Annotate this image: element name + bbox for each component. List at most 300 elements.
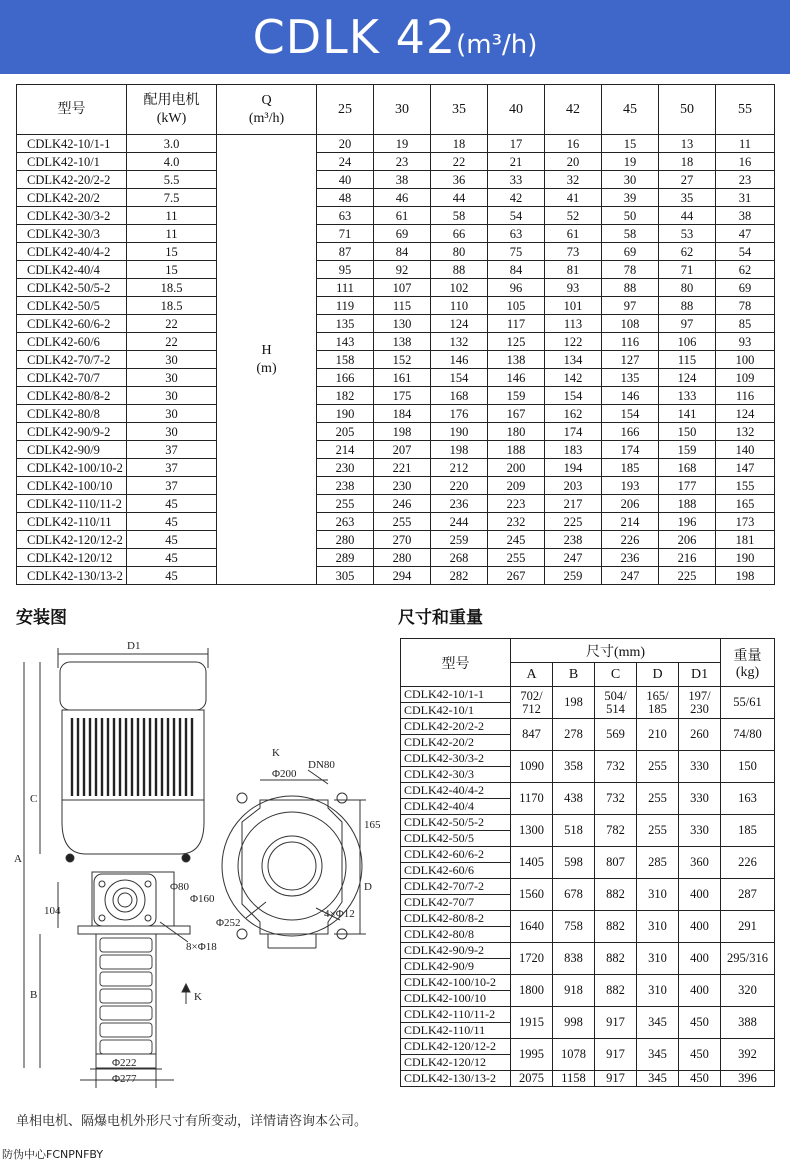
mounting-plate xyxy=(78,926,190,934)
power-cell: 37 xyxy=(127,459,217,477)
table-row xyxy=(17,153,775,171)
dim-col-header: D xyxy=(637,663,679,687)
table-row xyxy=(401,1039,775,1055)
table-row xyxy=(17,135,775,153)
head-value-cell: 61 xyxy=(545,225,602,243)
dim-c-cell xyxy=(595,911,637,943)
head-value-cell: 42 xyxy=(488,189,545,207)
model-cell: CDLK42-60/6-2 xyxy=(17,315,127,333)
head-value-cell: 196 xyxy=(659,513,716,531)
label-phi200: Φ200 xyxy=(272,768,297,780)
model-header: 型号 xyxy=(17,85,127,135)
head-value-cell: 54 xyxy=(716,243,775,261)
dim-c-cell xyxy=(595,783,637,815)
dim-model-cell: CDLK42-110/11-2 xyxy=(401,1007,511,1023)
dim-col-header: D1 xyxy=(679,663,721,687)
head-value-cell: 214 xyxy=(317,441,374,459)
dim-d-cell-line: 310 xyxy=(648,951,667,965)
install-diagram-title: 安装图 xyxy=(16,608,67,628)
model-cell: CDLK42-90/9-2 xyxy=(17,423,127,441)
head-value-cell: 155 xyxy=(716,477,775,495)
head-value-cell: 216 xyxy=(659,549,716,567)
head-value-cell: 58 xyxy=(602,225,659,243)
dim-model-cell: CDLK42-70/7-2 xyxy=(401,879,511,895)
head-value-cell: 270 xyxy=(374,531,431,549)
head-value-cell: 97 xyxy=(602,297,659,315)
weight-header-label: 重量 xyxy=(733,648,762,664)
head-value-cell: 259 xyxy=(431,531,488,549)
head-value-cell: 58 xyxy=(431,207,488,225)
flow-header: 42 xyxy=(545,85,602,135)
label-d: D xyxy=(364,881,372,893)
dim-model-cell: CDLK42-20/2-2 xyxy=(401,719,511,735)
dim-b-cell: 678 xyxy=(553,879,595,911)
dim-model-cell: CDLK42-30/3-2 xyxy=(401,751,511,767)
power-cell: 30 xyxy=(127,351,217,369)
head-value-cell: 107 xyxy=(374,279,431,297)
table-row xyxy=(17,531,775,549)
model-cell: CDLK42-110/11 xyxy=(17,513,127,531)
head-value-cell: 225 xyxy=(545,513,602,531)
head-value-cell: 127 xyxy=(602,351,659,369)
head-value-cell: 124 xyxy=(431,315,488,333)
dim-d-cell-line: 285 xyxy=(648,855,667,869)
table-row xyxy=(17,441,775,459)
head-value-cell: 188 xyxy=(659,495,716,513)
dim-d1-cell-line: 197/ xyxy=(688,688,711,703)
table-row xyxy=(401,1007,775,1023)
head-value-cell: 167 xyxy=(488,405,545,423)
power-cell: 45 xyxy=(127,567,217,585)
head-value-cell: 11 xyxy=(716,135,775,153)
weight-cell: 392 xyxy=(721,1039,775,1071)
base-hole-3 xyxy=(237,929,247,939)
dim-d-cell-line: 310 xyxy=(648,887,667,901)
model-cell: CDLK42-30/3-2 xyxy=(17,207,127,225)
dim-a-cell xyxy=(511,1071,553,1087)
table-row xyxy=(17,405,775,423)
dim-d-cell xyxy=(637,783,679,815)
head-value-cell: 168 xyxy=(431,387,488,405)
title-banner xyxy=(0,0,790,74)
dim-d-cell-line: 310 xyxy=(648,919,667,933)
head-value-cell: 16 xyxy=(545,135,602,153)
label-104: 104 xyxy=(44,905,61,917)
head-value-cell: 132 xyxy=(431,333,488,351)
dim-model-cell: CDLK42-70/7 xyxy=(401,895,511,911)
power-cell: 30 xyxy=(127,405,217,423)
dim-a-cell-line: 1720 xyxy=(519,951,544,965)
dim-c-cell xyxy=(595,943,637,975)
table-row xyxy=(17,549,775,567)
dim-model-cell: CDLK42-120/12-2 xyxy=(401,1039,511,1055)
dim-col-header: C xyxy=(595,663,637,687)
page-title: CDLK 42 xyxy=(252,10,457,64)
table-row xyxy=(17,495,775,513)
head-value-cell: 88 xyxy=(602,279,659,297)
dim-model-cell: CDLK42-30/3 xyxy=(401,767,511,783)
flow-header: 40 xyxy=(488,85,545,135)
head-value-cell: 96 xyxy=(488,279,545,297)
weight-cell: 388 xyxy=(721,1007,775,1039)
base-hole-1 xyxy=(237,793,247,803)
head-value-cell: 183 xyxy=(545,441,602,459)
dim-c-cell-line: 807 xyxy=(606,855,625,869)
head-value-cell: 71 xyxy=(317,225,374,243)
label-phi160: Φ160 xyxy=(190,893,215,905)
power-cell: 45 xyxy=(127,531,217,549)
power-cell: 18.5 xyxy=(127,297,217,315)
dim-c-cell xyxy=(595,751,637,783)
flow-unit: (m³/h) xyxy=(456,30,538,60)
dim-d1-cell-line: 400 xyxy=(690,983,709,997)
dim-a-cell-line: 712 xyxy=(522,701,541,716)
head-value-cell: 193 xyxy=(602,477,659,495)
head-value-cell: 23 xyxy=(374,153,431,171)
dim-c-cell xyxy=(595,719,637,751)
head-value-cell: 236 xyxy=(602,549,659,567)
dim-model-cell: CDLK42-100/10-2 xyxy=(401,975,511,991)
model-cell: CDLK42-30/3 xyxy=(17,225,127,243)
dim-a-cell-line: 2075 xyxy=(519,1071,544,1085)
weight-cell: 163 xyxy=(721,783,775,815)
head-value-cell: 78 xyxy=(716,297,775,315)
model-cell: CDLK42-20/2-2 xyxy=(17,171,127,189)
dim-a-cell-line: 847 xyxy=(522,727,541,741)
head-value-cell: 230 xyxy=(317,459,374,477)
dim-d1-cell xyxy=(679,1039,721,1071)
dim-c-cell-line: 882 xyxy=(606,919,625,933)
dim-b-cell: 598 xyxy=(553,847,595,879)
table-row xyxy=(401,783,775,799)
head-value-cell: 198 xyxy=(716,567,775,585)
dim-d-cell xyxy=(637,879,679,911)
power-cell: 37 xyxy=(127,477,217,495)
dim-c-cell xyxy=(595,1007,637,1039)
table-row xyxy=(17,369,775,387)
head-value-cell: 232 xyxy=(488,513,545,531)
table-row xyxy=(401,879,775,895)
head-value-cell: 73 xyxy=(545,243,602,261)
head-value-cell: 146 xyxy=(602,387,659,405)
head-value-cell: 135 xyxy=(317,315,374,333)
power-cell: 5.5 xyxy=(127,171,217,189)
dim-model-cell: CDLK42-10/1 xyxy=(401,703,511,719)
dim-a-cell-line: 1995 xyxy=(519,1047,544,1061)
head-value-cell: 184 xyxy=(374,405,431,423)
installation-diagram xyxy=(10,632,390,1092)
dim-c-cell-line: 917 xyxy=(606,1015,625,1029)
model-cell: CDLK42-50/5-2 xyxy=(17,279,127,297)
model-cell: CDLK42-120/12 xyxy=(17,549,127,567)
head-value-cell: 38 xyxy=(374,171,431,189)
model-cell: CDLK42-90/9 xyxy=(17,441,127,459)
q-header-label: Q xyxy=(261,92,272,108)
dim-c-cell-line: 882 xyxy=(606,887,625,901)
head-value-cell: 141 xyxy=(659,405,716,423)
head-value-cell: 115 xyxy=(374,297,431,315)
head-value-cell: 255 xyxy=(374,513,431,531)
head-value-cell: 174 xyxy=(545,423,602,441)
head-value-cell: 168 xyxy=(659,459,716,477)
power-cell: 7.5 xyxy=(127,189,217,207)
dim-b-cell: 438 xyxy=(553,783,595,815)
label-k-view: K xyxy=(272,747,280,759)
dim-d-cell-line: 345 xyxy=(648,1047,667,1061)
model-cell: CDLK42-110/11-2 xyxy=(17,495,127,513)
head-value-cell: 255 xyxy=(488,549,545,567)
table-row xyxy=(17,387,775,405)
head-value-cell: 31 xyxy=(716,189,775,207)
head-value-cell: 21 xyxy=(488,153,545,171)
dim-d-cell xyxy=(637,975,679,1007)
dim-a-cell xyxy=(511,1039,553,1071)
dim-a-cell xyxy=(511,911,553,943)
head-value-cell: 212 xyxy=(431,459,488,477)
label-dn80: DN80 xyxy=(308,759,335,771)
head-value-cell: 190 xyxy=(431,423,488,441)
dim-d1-cell xyxy=(679,1071,721,1087)
head-value-cell: 134 xyxy=(545,351,602,369)
weight-header-unit: (kg) xyxy=(735,664,760,680)
dim-d-cell xyxy=(637,751,679,783)
k-arrow-head xyxy=(182,984,190,992)
head-value-cell: 54 xyxy=(488,207,545,225)
dim-a-cell-line: 1090 xyxy=(519,759,544,773)
dim-a-cell-line: 1170 xyxy=(519,791,544,805)
dim-a-cell xyxy=(511,1007,553,1039)
dim-d-cell xyxy=(637,1039,679,1071)
power-cell: 11 xyxy=(127,207,217,225)
head-value-cell: 61 xyxy=(374,207,431,225)
head-value-cell: 124 xyxy=(716,405,775,423)
dim-d1-cell-line: 450 xyxy=(690,1071,709,1085)
dim-c-cell xyxy=(595,975,637,1007)
head-value-cell: 24 xyxy=(317,153,374,171)
dim-c-cell xyxy=(595,815,637,847)
power-cell: 45 xyxy=(127,513,217,531)
dim-b-cell: 1078 xyxy=(553,1039,595,1071)
head-value-cell: 20 xyxy=(545,153,602,171)
dim-c-cell-line: 917 xyxy=(606,1047,625,1061)
table-row xyxy=(17,315,775,333)
power-cell: 18.5 xyxy=(127,279,217,297)
dim-model-cell: CDLK42-10/1-1 xyxy=(401,687,511,703)
dim-c-cell-line: 504/ xyxy=(604,688,627,703)
head-value-cell: 95 xyxy=(317,261,374,279)
head-value-cell: 108 xyxy=(602,315,659,333)
head-value-cell: 97 xyxy=(659,315,716,333)
table-row xyxy=(401,719,775,735)
table-row xyxy=(17,279,775,297)
head-value-cell: 158 xyxy=(317,351,374,369)
label-165: 165 xyxy=(364,819,381,831)
head-value-cell: 16 xyxy=(716,153,775,171)
dim-d1-cell xyxy=(679,1007,721,1039)
dim-model-cell: CDLK42-120/12 xyxy=(401,1055,511,1071)
head-value-cell: 27 xyxy=(659,171,716,189)
dim-model-cell: CDLK42-110/11 xyxy=(401,1023,511,1039)
label-8-holes: 8×Φ18 xyxy=(186,941,217,953)
dim-col-header: A xyxy=(511,663,553,687)
head-value-cell: 223 xyxy=(488,495,545,513)
head-value-cell: 238 xyxy=(317,477,374,495)
dim-d-cell-line: 185 xyxy=(648,701,667,716)
head-value-cell: 217 xyxy=(545,495,602,513)
head-value-cell: 140 xyxy=(716,441,775,459)
dim-d-cell xyxy=(637,911,679,943)
head-value-cell: 101 xyxy=(545,297,602,315)
dim-d-cell xyxy=(637,1007,679,1039)
dim-c-cell-line: 782 xyxy=(606,823,625,837)
head-value-cell: 198 xyxy=(374,423,431,441)
model-cell: CDLK42-10/1-1 xyxy=(17,135,127,153)
table-row xyxy=(17,207,775,225)
head-value-cell: 143 xyxy=(317,333,374,351)
dim-d1-cell-line: 450 xyxy=(690,1015,709,1029)
table-row xyxy=(17,567,775,585)
dim-d1-cell xyxy=(679,783,721,815)
head-value-cell: 159 xyxy=(488,387,545,405)
head-value-cell: 198 xyxy=(431,441,488,459)
head-value-cell: 225 xyxy=(659,567,716,585)
dim-c-cell xyxy=(595,1039,637,1071)
dim-model-cell: CDLK42-50/5-2 xyxy=(401,815,511,831)
head-value-cell: 245 xyxy=(488,531,545,549)
head-value-cell: 147 xyxy=(716,459,775,477)
head-value-cell: 221 xyxy=(374,459,431,477)
table-row xyxy=(17,171,775,189)
head-value-cell: 62 xyxy=(659,243,716,261)
dim-b-cell: 838 xyxy=(553,943,595,975)
model-cell: CDLK42-80/8-2 xyxy=(17,387,127,405)
head-value-cell: 133 xyxy=(659,387,716,405)
head-value-cell: 206 xyxy=(659,531,716,549)
power-cell: 22 xyxy=(127,333,217,351)
dim-a-cell-line: 1800 xyxy=(519,983,544,997)
head-value-cell: 17 xyxy=(488,135,545,153)
head-value-cell: 175 xyxy=(374,387,431,405)
head-value-cell: 15 xyxy=(602,135,659,153)
model-cell: CDLK42-80/8 xyxy=(17,405,127,423)
q-header xyxy=(217,85,317,135)
model-cell: CDLK42-40/4-2 xyxy=(17,243,127,261)
head-value-cell: 78 xyxy=(602,261,659,279)
dim-d1-cell-line: 330 xyxy=(690,791,709,805)
weight-cell: 185 xyxy=(721,815,775,847)
dim-b-cell: 278 xyxy=(553,719,595,751)
table-row xyxy=(17,225,775,243)
head-value-cell: 93 xyxy=(545,279,602,297)
head-value-cell: 294 xyxy=(374,567,431,585)
head-value-cell: 44 xyxy=(431,189,488,207)
dim-model-cell: CDLK42-40/4 xyxy=(401,799,511,815)
flow-header: 35 xyxy=(431,85,488,135)
head-value-cell: 177 xyxy=(659,477,716,495)
head-value-cell: 182 xyxy=(317,387,374,405)
head-value-cell: 81 xyxy=(545,261,602,279)
dim-d1-cell xyxy=(679,879,721,911)
dim-a-cell-line: 1300 xyxy=(519,823,544,837)
dim-b-cell: 1158 xyxy=(553,1071,595,1087)
power-cell: 30 xyxy=(127,369,217,387)
head-value-cell: 180 xyxy=(488,423,545,441)
dim-d1-cell xyxy=(679,751,721,783)
head-value-cell: 282 xyxy=(431,567,488,585)
dim-a-cell xyxy=(511,879,553,911)
head-value-cell: 117 xyxy=(488,315,545,333)
table-row xyxy=(17,459,775,477)
head-value-cell: 185 xyxy=(602,459,659,477)
dim-d-cell xyxy=(637,847,679,879)
head-value-cell: 66 xyxy=(431,225,488,243)
head-value-cell: 146 xyxy=(431,351,488,369)
head-value-cell: 106 xyxy=(659,333,716,351)
dim-d1-cell xyxy=(679,719,721,751)
head-value-cell: 289 xyxy=(317,549,374,567)
dim-d1-cell-line: 400 xyxy=(690,887,709,901)
head-value-cell: 41 xyxy=(545,189,602,207)
head-value-cell: 238 xyxy=(545,531,602,549)
head-value-cell: 63 xyxy=(317,207,374,225)
head-value-cell: 18 xyxy=(659,153,716,171)
dim-d-cell xyxy=(637,687,679,719)
model-cell: CDLK42-120/12-2 xyxy=(17,531,127,549)
head-value-cell: 280 xyxy=(317,531,374,549)
power-cell: 15 xyxy=(127,243,217,261)
dim-a-cell-line: 1915 xyxy=(519,1015,544,1029)
dim-model-cell: CDLK42-90/9 xyxy=(401,959,511,975)
dim-model-cell: CDLK42-60/6 xyxy=(401,863,511,879)
head-value-cell: 154 xyxy=(545,387,602,405)
table-row xyxy=(17,243,775,261)
dim-d-cell-line: 310 xyxy=(648,983,667,997)
head-value-cell: 161 xyxy=(374,369,431,387)
label-phi252: Φ252 xyxy=(216,917,241,929)
head-value-cell: 36 xyxy=(431,171,488,189)
dim-d1-cell-line: 360 xyxy=(690,855,709,869)
dim-c-cell xyxy=(595,687,637,719)
head-value-cell: 124 xyxy=(659,369,716,387)
motor-cover xyxy=(60,662,206,710)
dim-b-cell: 758 xyxy=(553,911,595,943)
dim-d-cell-line: 210 xyxy=(648,727,667,741)
power-cell: 3.0 xyxy=(127,135,217,153)
head-value-cell: 69 xyxy=(716,279,775,297)
table-row xyxy=(401,943,775,959)
dim-b-cell: 518 xyxy=(553,815,595,847)
dim-a-cell xyxy=(511,687,553,719)
head-value-cell: 88 xyxy=(659,297,716,315)
dim-c-cell-line: 569 xyxy=(606,727,625,741)
dim-model-cell: CDLK42-50/5 xyxy=(401,831,511,847)
performance-header-row xyxy=(17,85,775,135)
head-value-cell: 40 xyxy=(317,171,374,189)
model-cell: CDLK42-60/6 xyxy=(17,333,127,351)
head-value-cell: 190 xyxy=(317,405,374,423)
dim-a-cell-line: 702/ xyxy=(520,688,543,703)
head-value-cell: 142 xyxy=(545,369,602,387)
head-value-cell: 259 xyxy=(545,567,602,585)
head-value-cell: 113 xyxy=(545,315,602,333)
head-unit: (m) xyxy=(256,360,277,376)
performance-table xyxy=(16,84,775,585)
head-value-cell: 38 xyxy=(716,207,775,225)
dim-d-cell xyxy=(637,719,679,751)
weight-cell: 55/61 xyxy=(721,687,775,719)
head-value-cell: 50 xyxy=(602,207,659,225)
head-value-cell: 138 xyxy=(374,333,431,351)
